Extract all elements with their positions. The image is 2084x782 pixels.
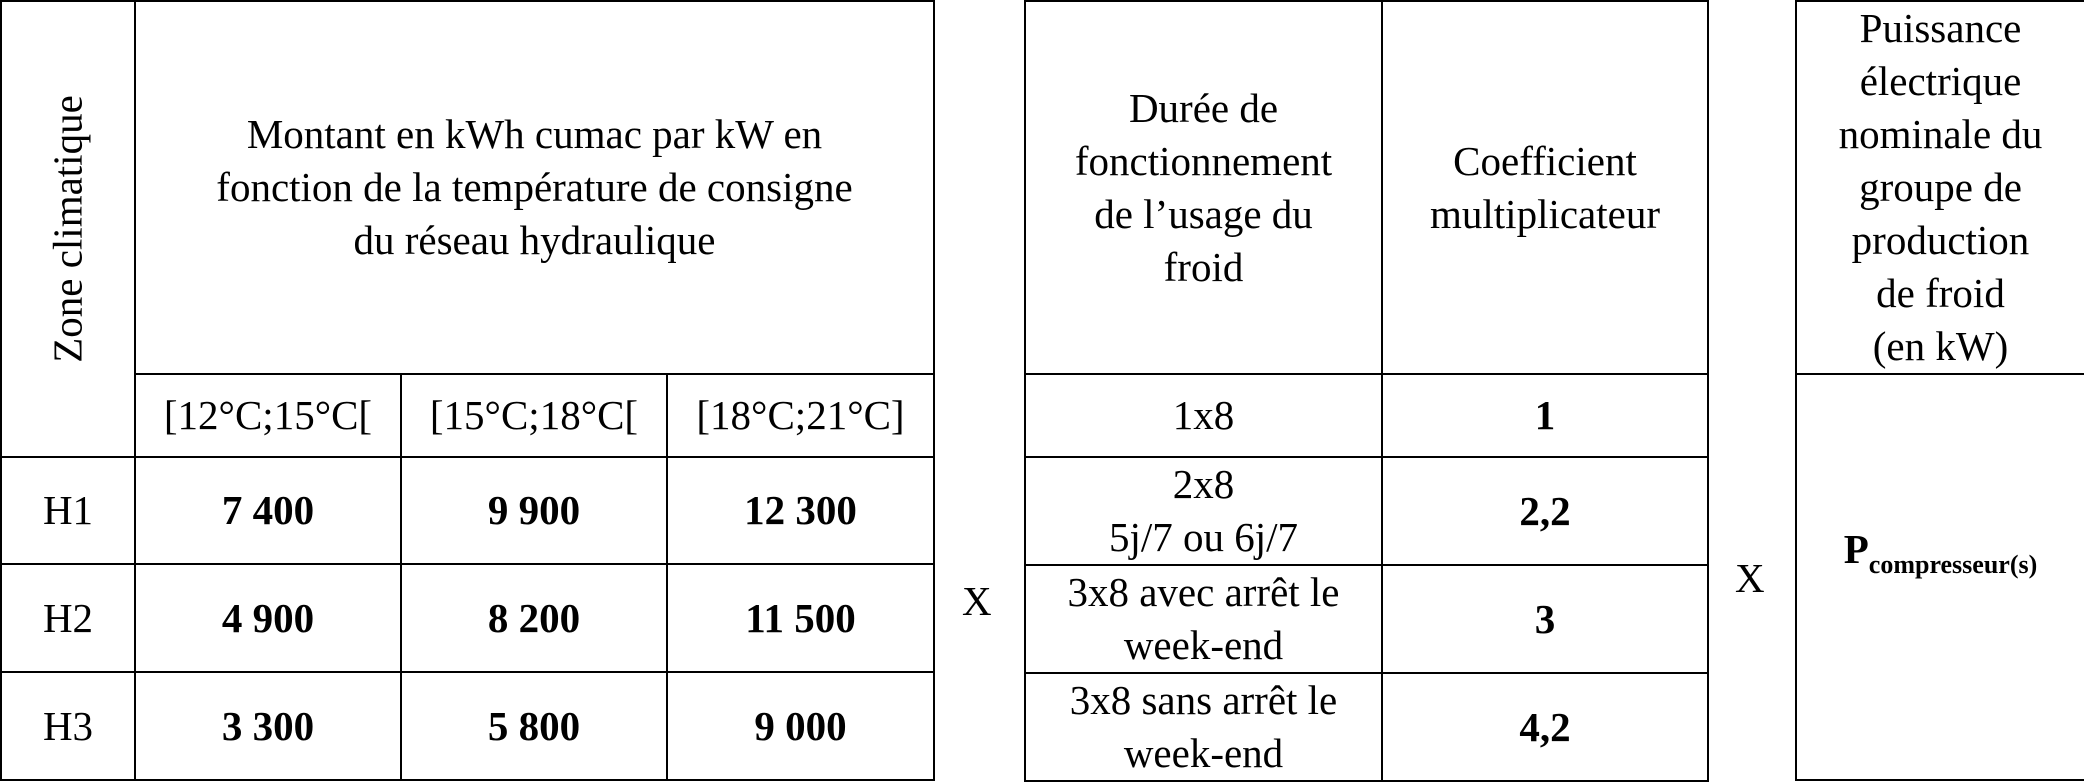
temp-range-header: [15°C;18°C[ <box>401 374 667 457</box>
table-row <box>1 672 934 780</box>
power-value-cell <box>1796 374 2084 780</box>
coef-header: Coefficient multiplicateur <box>1382 1 1708 374</box>
table-row <box>1025 457 1708 565</box>
amount-table <box>0 0 935 781</box>
coef-cell: 1 <box>1382 374 1708 457</box>
value-cell: 12 300 <box>667 457 934 564</box>
coef-cell: 3 <box>1382 565 1708 673</box>
power-subscript: compresseur(s) <box>1868 550 2038 579</box>
value-cell: 5 800 <box>401 672 667 780</box>
coef-cell: 2,2 <box>1382 457 1708 565</box>
zone-header: Zone climatique <box>44 95 91 363</box>
amount-header: Montant en kWh cumac par kW en fonction de la température de consigne du réseau hydraulique <box>135 1 934 374</box>
value-cell: 9 900 <box>401 457 667 564</box>
table-row <box>1 457 934 564</box>
temp-range-header: [18°C;21°C] <box>667 374 934 457</box>
table-row <box>1 564 934 672</box>
power-header: Puissance électrique nominale du groupe de production de froid (en kW) <box>1796 1 2084 374</box>
value-cell: 9 000 <box>667 672 934 780</box>
value-cell: 4 900 <box>135 564 401 672</box>
coefficient-table <box>1024 0 1709 782</box>
zone-cell: H1 <box>1 457 135 564</box>
duration-cell: 3x8 avec arrêt le week-end <box>1025 565 1382 673</box>
temp-range-header: [12°C;15°C[ <box>135 374 401 457</box>
coef-cell: 4,2 <box>1382 673 1708 781</box>
duration-header: Durée de fonctionnement de l’usage du froid <box>1025 1 1382 374</box>
power-table <box>1795 0 2084 781</box>
zone-header-cell <box>1 1 135 457</box>
table-row <box>1025 565 1708 673</box>
duration-cell: 3x8 sans arrêt le week-end <box>1025 673 1382 781</box>
table-row <box>1025 673 1708 781</box>
value-cell: 11 500 <box>667 564 934 672</box>
duration-cell: 1x8 <box>1025 374 1382 457</box>
value-cell: 8 200 <box>401 564 667 672</box>
multiply-sign: X <box>1735 555 1765 601</box>
value-cell: 7 400 <box>135 457 401 564</box>
value-cell: 3 300 <box>135 672 401 780</box>
zone-cell: H3 <box>1 672 135 780</box>
power-symbol: P <box>1843 526 1869 572</box>
zone-cell: H2 <box>1 564 135 672</box>
duration-cell: 2x8 5j/7 ou 6j/7 <box>1025 457 1382 565</box>
table-row <box>1025 374 1708 457</box>
multiply-sign: X <box>962 578 992 624</box>
